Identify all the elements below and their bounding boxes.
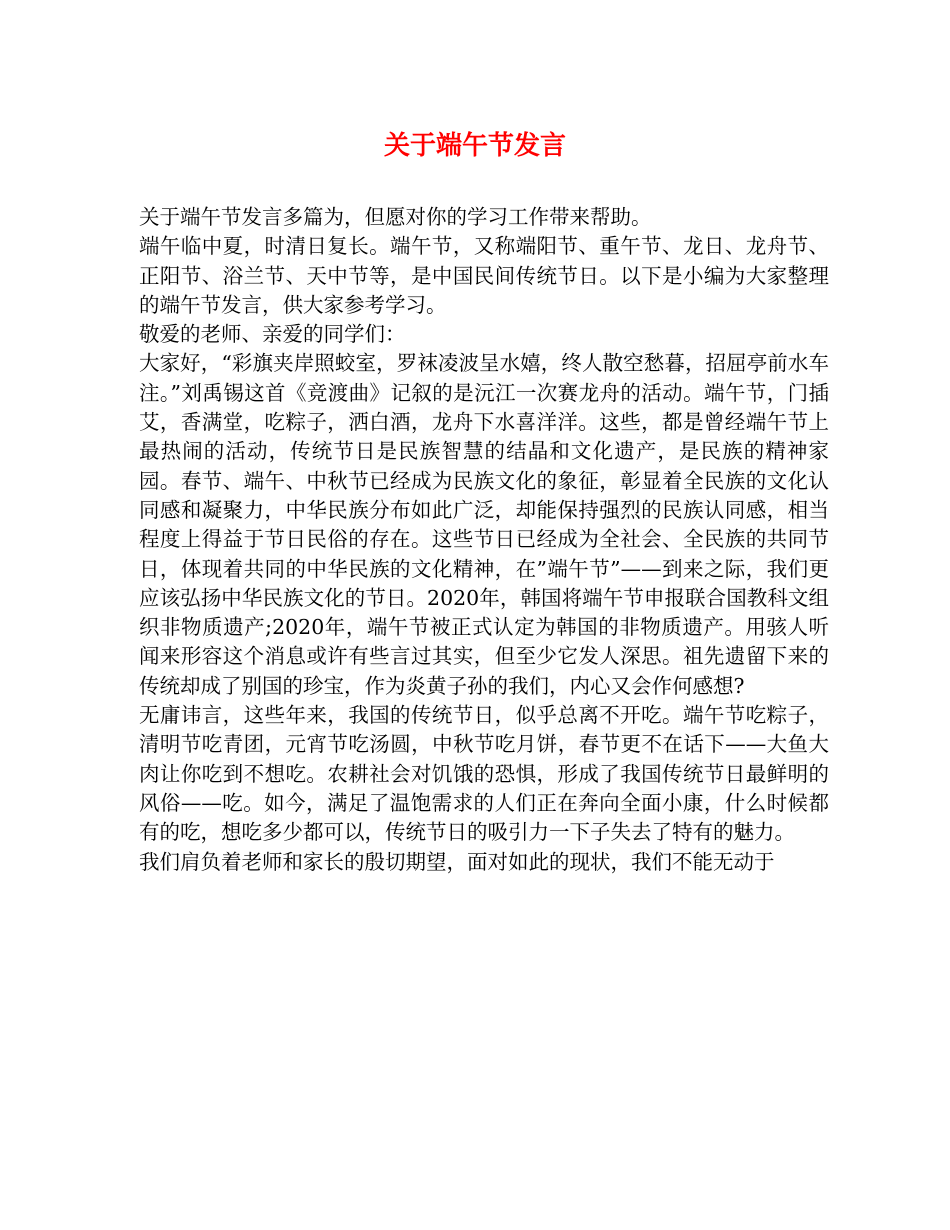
paragraph-main: 大家好，“彩旗夹岸照蛟室，罗袜凌波呈水嬉，终人散空愁暮，招屈亭前水车注。”刘禹锡这首《竞渡曲》记叙的是沅江一次赛龙舟的活动。端午节，门插艾，香满堂，吃粽子，洒白酒，龙舟下水喜洋洋。这些，都是曾经端午节上最热闹的活动，传统节日是民族智慧的结晶和文化遗产，是民族的精神家园。春节、端午、中秋节已经成为民族文化的象征，彰显着全民族的文化认同感和凝聚力，中华民族分布如此广泛，却能保持强烈的民族认同感，相当程度上得益于节日民俗的存在。这些节日已经成为全社会、全民族的共同节日，体现着共同的中华民族的文化精神，在”端午节”——到来之际，我们更应该弘扬中华民族文化的节日。2020年，韩国将端午节申报联合国教科文组织非物质遗产;2020年，端午节被正式认定为韩国的非物质遗产。用骇人听闻来形容这个消息或许有些言过其实，但至少它发人深思。祖先遗留下来的传统却成了别国的珍宝，作为炎黄子孙的我们，内心又会作何感想? <box>139 351 829 698</box>
paragraph-closing: 我们肩负着老师和家长的殷切期望，面对如此的现状，我们不能无动于 <box>139 849 775 874</box>
document-body <box>139 203 829 877</box>
paragraph-food: 无庸讳言，这些年来，我国的传统节日，似乎总离不开吃。端午节吃粽子，清明节吃青团，元宵节吃汤圆，中秋节吃月饼，春节更不在话下——大鱼大肉让你吃到不想吃。农耕社会对饥饿的恐惧，形成了我国传统节日最鲜明的风俗——吃。如今，满足了温饱需求的人们正在奔向全面小康，什么时候都有的吃，想吃多少都可以，传统节日的吸引力一下子失去了特有的魅力。 <box>139 703 829 845</box>
paragraph-background: 端午临中夏，时清日复长。端午节，又称端阳节、重午节、龙日、龙舟节、正阳节、浴兰节、天中节等，是中国民间传统节日。以下是小编为大家整理的端午节发言，供大家参考学习。 <box>139 234 829 317</box>
paragraph-salutation: 敬爱的老师、亲爱的同学们： <box>139 322 406 347</box>
document-title: 关于端午节发言 <box>383 131 566 161</box>
paragraph-intro: 关于端午节发言多篇为，但愿对你的学习工作带来帮助。 <box>139 205 652 229</box>
